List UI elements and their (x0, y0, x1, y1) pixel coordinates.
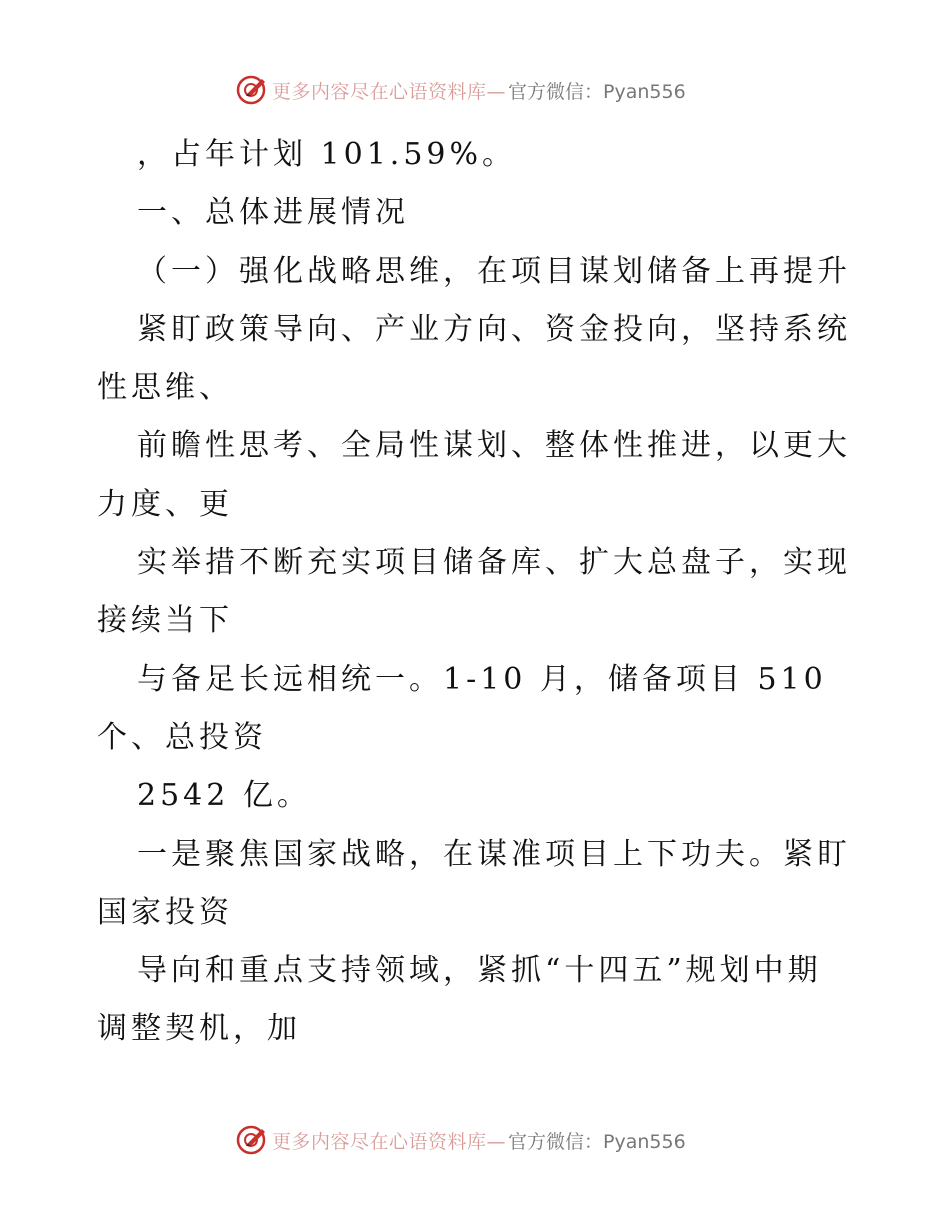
watermark-header (234, 72, 754, 108)
pen-logo-icon (234, 73, 268, 107)
text-line: 紧盯政策导向、产业方向、资金投向，坚持系统 (137, 311, 851, 347)
watermark-text: 更多内容尽在心语资料库— (272, 1130, 507, 1153)
text-line: 接续当下 (97, 603, 233, 639)
text-line: 前瞻性思考、全局性谋划、整体性推进，以更大 (137, 428, 851, 464)
text-line: 调整契机，加 (97, 1011, 301, 1047)
text-line: 力度、更 (97, 486, 233, 522)
watermark-wechat: 官方微信：Pyan556 (508, 1130, 686, 1153)
text-line: 性思维、 (97, 370, 233, 406)
text-line: 一是聚焦国家战略，在谋准项目上下功夫。紧盯 (137, 836, 851, 872)
document-body (97, 126, 857, 1059)
text-line: 导向和重点支持领域，紧抓“十四五”规划中期 (137, 953, 822, 989)
text-line: 实举措不断充实项目储备库、扩大总盘子，实现 (137, 545, 851, 581)
text-line: 个、总投资 (97, 719, 267, 755)
watermark-footer (234, 1122, 754, 1158)
text-line: 国家投资 (97, 894, 233, 930)
text-line: 与备足长远相统一。1-10 月，储备项目 510 (137, 661, 827, 697)
watermark-wechat: 官方微信：Pyan556 (508, 80, 686, 103)
watermark-text: 更多内容尽在心语资料库— (272, 80, 507, 103)
section-heading: 一、总体进展情况 (137, 195, 409, 231)
subsection-heading: （一）强化战略思维，在项目谋划储备上再提升 (137, 253, 851, 289)
pen-logo-icon (234, 1123, 268, 1157)
text-line: 2542 亿。 (137, 778, 311, 814)
text-line: ，占年计划 101.59%。 (137, 137, 517, 172)
